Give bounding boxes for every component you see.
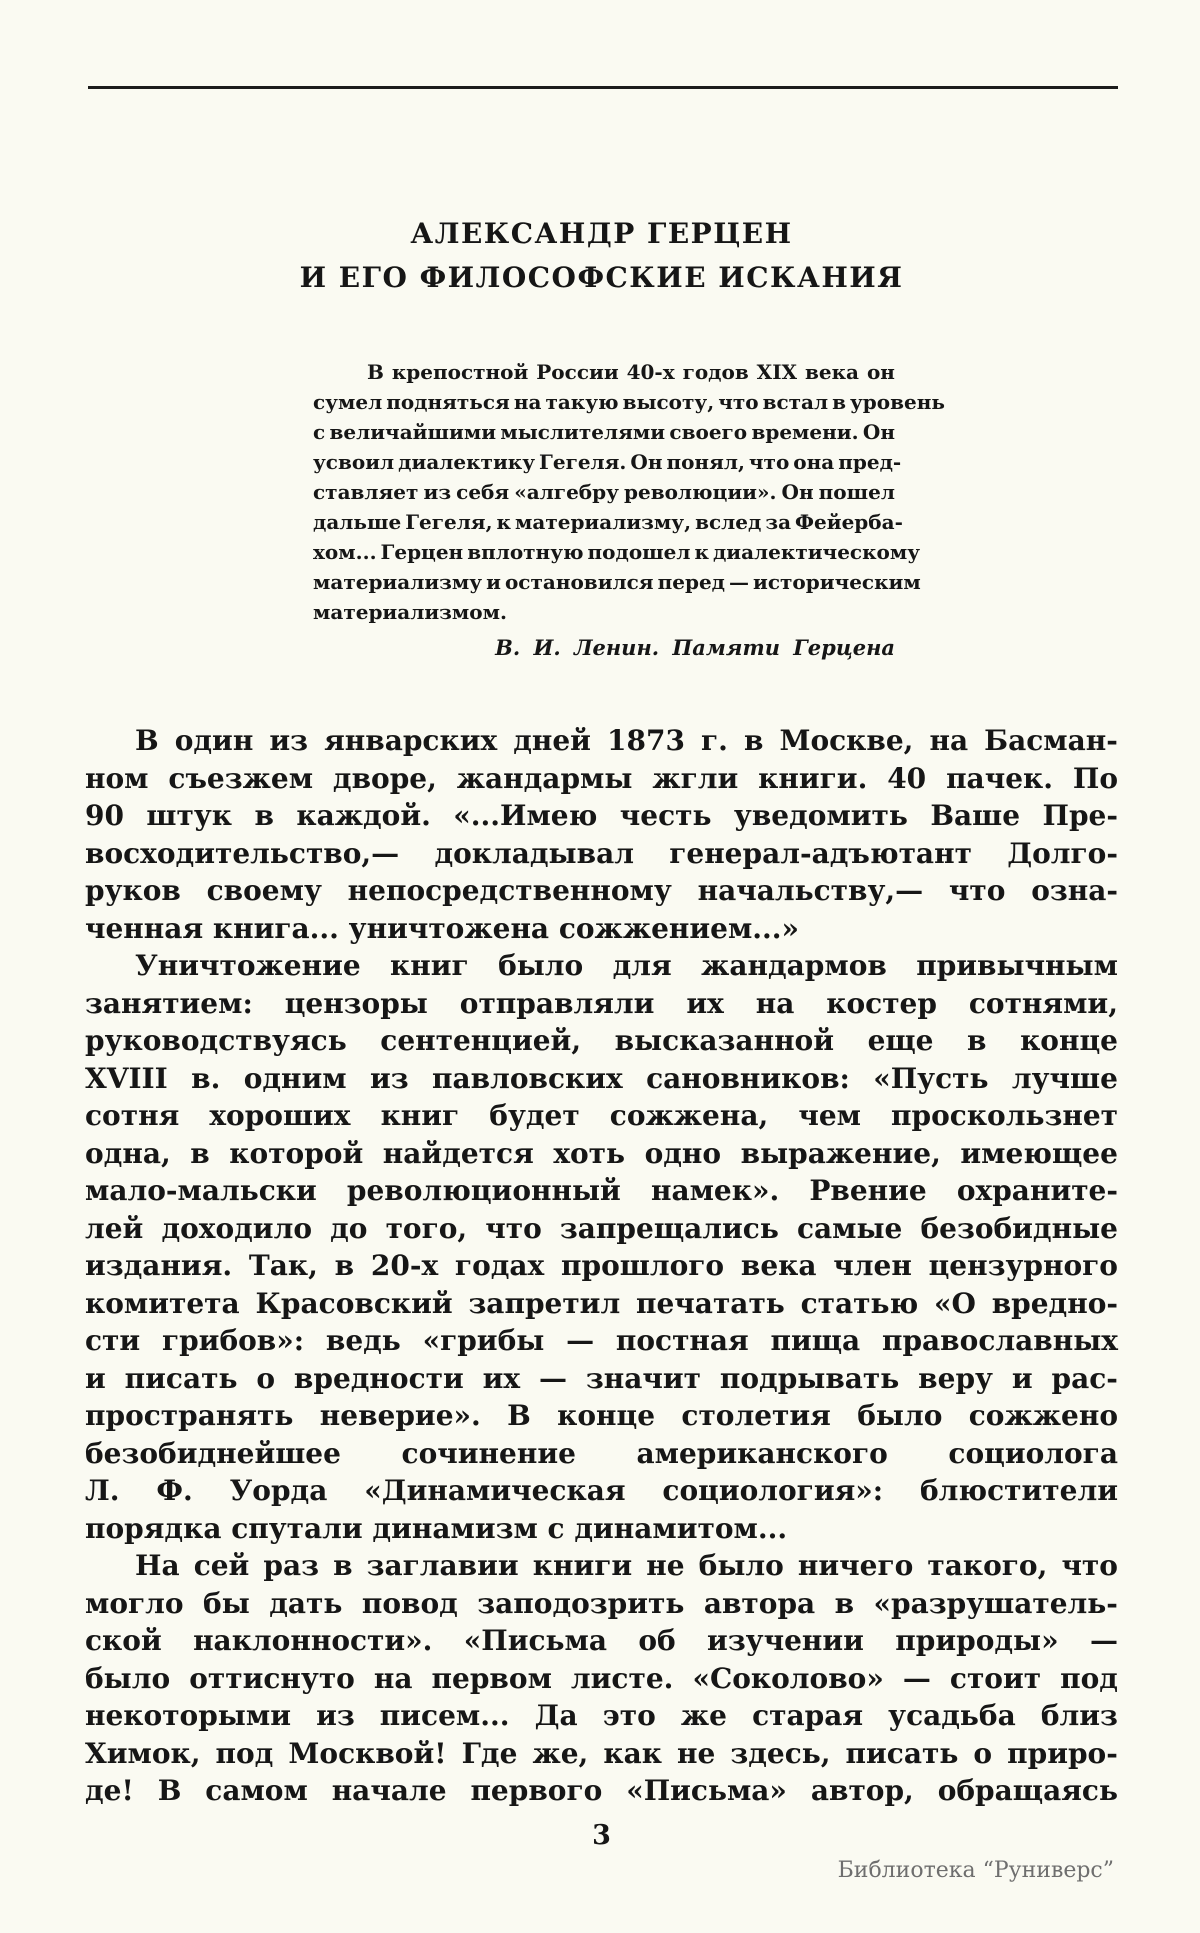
body-line: безобиднейшее сочинение американского социолога <box>85 1436 1118 1470</box>
body-line: руководствуясь сентенцией, высказанной еще в конце <box>85 1024 1118 1057</box>
epigraph-line: ставляет из себя «алгебру революции». Он пошел <box>313 480 895 504</box>
body-line: было оттиснуто на первом листе. «Соколово» — стоит под <box>85 1661 1118 1695</box>
body-line: издания. Так, в 20-х годах прошлого века член цензурного <box>85 1249 1118 1282</box>
chapter-title-line-2: И ЕГО ФИЛОСОФСКИЕ ИСКАНИЯ <box>299 261 904 294</box>
epigraph-line: хом... Герцен вплотную подошел к диалектическому <box>313 540 921 564</box>
chapter-title-line-1: АЛЕКСАНДР ГЕРЦЕН <box>410 217 793 250</box>
epigraph-line: усвоил диалектику Гегеля. Он понял, что она пред- <box>313 450 902 474</box>
epigraph-line: с величайшими мыслителями своего времени. Он <box>313 420 895 444</box>
body-line: могло бы дать повод заподозрить автора в «разрушатель- <box>85 1586 1118 1620</box>
body-line: порядка спутали динамизм с динамитом... <box>85 1511 788 1545</box>
body-line: На сей раз в заглавии книги не было ничего такого, что <box>135 1549 1118 1582</box>
body-line: мало-мальски революционный намек». Рвение охраните- <box>85 1174 1118 1207</box>
header-rule <box>88 86 1118 89</box>
body-line: ченная книга... уничтожена сожжением...» <box>85 911 800 945</box>
body-line: Л. Ф. Уорда «Динамическая социология»: блюстители <box>85 1474 1118 1507</box>
body-line: и писать о вредности их — значит подрывать веру и рас- <box>85 1361 1118 1395</box>
body-line: ской наклонности». «Письма об изучении природы» — <box>85 1624 1118 1657</box>
body-line: одна, в которой найдется хоть одно выражение, имеющее <box>85 1136 1118 1170</box>
body-text <box>85 722 1118 1810</box>
epigraph-attribution: В. И. Ленин. Памяти Герцена <box>495 635 895 660</box>
page-number: 3 <box>592 1820 611 1851</box>
body-line: Химок, под Москвой! Где же, как не здесь, писать о приро- <box>85 1736 1118 1770</box>
body-line: Уничтожение книг было для жандармов привычным <box>135 949 1118 982</box>
epigraph-line: материализмом. <box>313 600 507 624</box>
body-line: сти грибов»: ведь «грибы — постная пища православных <box>85 1324 1118 1357</box>
epigraph-line: материализму и остановился перед — историческим <box>313 570 921 594</box>
body-line: де! В самом начале первого «Письма» автор, обращаясь <box>85 1774 1118 1807</box>
body-line: восходительство,— докладывал генерал-адъютант Долго- <box>85 836 1118 870</box>
epigraph-line: дальше Гегеля, к материализму, вслед за Фейерба- <box>313 510 903 534</box>
chapter-title <box>85 212 1118 300</box>
body-line: ном съезжем дворе, жандармы жгли книги. 40 пачек. По <box>85 761 1118 795</box>
body-line: В один из январских дней 1873 г. в Москве, на Басман- <box>135 724 1118 757</box>
body-line: некоторыми из писем... Да это же старая усадьба близ <box>85 1699 1118 1732</box>
body-line: занятием: цензоры отправляли их на костер сотнями, <box>85 986 1118 1020</box>
body-line: пространять неверие». В конце столетия было сожжено <box>85 1399 1118 1432</box>
body-line: комитета Красовский запретил печатать статью «О вредно- <box>85 1286 1118 1320</box>
body-line: сотня хороших книг будет сожжена, чем проскользнет <box>85 1099 1118 1132</box>
library-watermark: Библиотека “Руниверс” <box>837 1858 1114 1883</box>
epigraph-line: сумел подняться на такую высоту, что встал в уровень <box>313 390 945 414</box>
epigraph-line: В крепостной России 40-х годов XIX века он <box>367 360 895 384</box>
body-line: XVIII в. одним из павловских сановников: «Пусть лучше <box>85 1061 1118 1095</box>
epigraph <box>313 357 945 663</box>
epigraph-text <box>313 357 945 627</box>
body-line: лей доходило до того, что запрещались самые безобидные <box>85 1211 1118 1245</box>
body-line: руков своему непосредственному начальству,— что озна- <box>85 874 1118 907</box>
body-line: 90 штук в каждой. «...Имею честь уведомить Ваше Пре- <box>85 799 1118 832</box>
